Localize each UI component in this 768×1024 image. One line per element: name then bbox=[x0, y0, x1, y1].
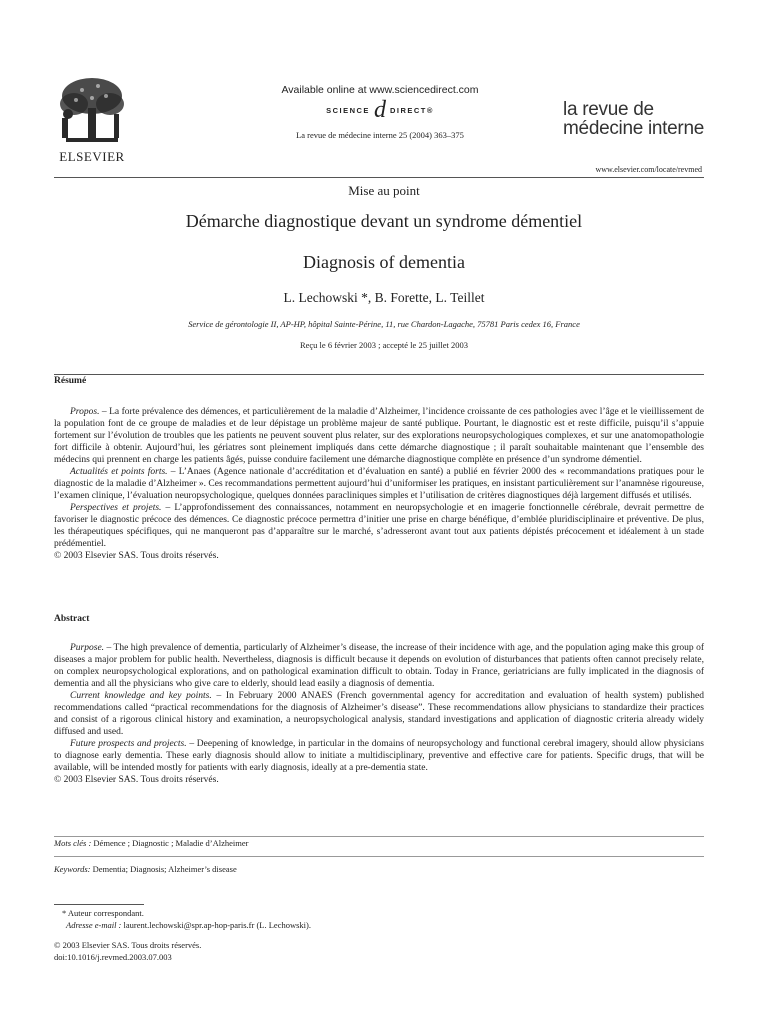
elsevier-logo bbox=[52, 74, 132, 165]
received-date: Reçu le 6 février 2003 ; accepté le 25 juillet 2003 bbox=[299, 340, 469, 350]
article-type: Mise au point bbox=[348, 183, 420, 198]
journal-url[interactable]: www.elsevier.com/locate/revmed bbox=[595, 165, 702, 174]
footer-copyright: © 2003 Elsevier SAS. Tous droits réservés. bbox=[54, 940, 202, 950]
abstract-body bbox=[54, 642, 704, 786]
sd-science: SCIENCE bbox=[326, 105, 370, 115]
abstract-heading: Abstract bbox=[54, 614, 90, 624]
journal-title-line2: médecine interne bbox=[563, 118, 704, 139]
keywords-french: Mots clés : Démence ; Diagnostic ; Maladie d’Alzheimer bbox=[54, 838, 249, 848]
affiliation: Service de gérontologie II, AP-HP, hôpital Sainte-Périne, 11, rue Chardon-Lagache, 75781 Paris cedex 16, France bbox=[188, 319, 580, 329]
author-email: Adresse e-mail : laurent.lechowski@spr.ap-hop-paris.fr (L. Lechowski). bbox=[66, 920, 311, 930]
header-divider bbox=[54, 177, 704, 178]
publisher-name: ELSEVIER bbox=[59, 149, 125, 164]
journal-header bbox=[220, 84, 540, 140]
sciencedirect-logo bbox=[220, 97, 540, 123]
authors: L. Lechowski *, B. Forette, L. Teillet bbox=[283, 290, 485, 305]
resume-para-2: Actualités et points forts. – L’Anaes (Agence nationale d’accréditation et d’évaluation en santé) a publié en février 2000 des « recommandations pratiques pour le diagnostic de la maladie d’Alzheimer ». Ces recommandations permettent aujourd’hui d’uniformiser les pratiques, en insistant particulièrement sur l’anamnèse rigoureuse, l’examen clinique, l’évaluation neuropsychologique, quelques données paracliniques simples et l’utilisation de critères diagnostiques déjà largement diffusés et utilisés. bbox=[54, 467, 704, 501]
sd-at-icon: d bbox=[373, 97, 386, 123]
resume-copyright: © 2003 Elsevier SAS. Tous droits réservés. bbox=[54, 551, 219, 561]
abstract-copyright: © 2003 Elsevier SAS. Tous droits réservés. bbox=[54, 775, 219, 785]
abstract-divider bbox=[54, 374, 704, 375]
doi[interactable]: doi:10.1016/j.revmed.2003.07.003 bbox=[54, 952, 172, 962]
keywords-divider-2 bbox=[54, 856, 704, 857]
footnote-divider bbox=[54, 904, 144, 905]
elsevier-tree-icon bbox=[54, 74, 130, 148]
journal-title bbox=[563, 100, 704, 138]
citation: La revue de médecine interne 25 (2004) 363–375 bbox=[296, 130, 464, 140]
keywords-english: Keywords: Dementia; Diagnosis; Alzheimer’s disease bbox=[54, 864, 237, 874]
resume-para-1: Propos. – La forte prévalence des démences, et particulièrement de la maladie d’Alzheimer, l’incidence croissante de ces pathologies avec l’âge et le vieillissement de la population font de ce groupe de maladies et de leur dépistage un problème majeur de santé publique. Pourtant, le diagnostic est et reste difficile, puisqu’il s’appuie fortement sur l’évolution de troubles que les patients ne peuvent souvent plus relater, sur des explorations neuropsychologiques complexes, et sur une anatomopathologie fort difficile à obtenir. Aujourd’hui, les gériatres sont pleinement impliqués dans cette démarche diagnostique ; il paraît souhaitable maintenant que l’ensemble des médecins qui prennent en charge les patients âgés, puisse conduire facilement une démarche diagnostique complète en présence d’un syndrome démentiel. bbox=[54, 407, 704, 465]
abstract-para-3: Future prospects and projects. – Deepening of knowledge, in particular in the domains of neuropsychology and functional cerebral imagery, should allow physicians to diagnose early dementia. These early diagnosis should allow to initiate a multidisciplinary, preventive and effective care for patients. Specific drugs, that will be available, will be intended mostly for patients with early diagnosis, ideally at a pre-dementia state. bbox=[54, 739, 704, 773]
corresponding-author: * Auteur correspondant. bbox=[62, 908, 144, 918]
abstract-para-2: Current knowledge and key points. – In February 2000 ANAES (French governmental agency for accreditation and evaluation of health system) published recommendations called “practical recommendations for the diagnosis of Alzheimer’s disease”. These recommendations allow physicians to standardize their practices and consist of a rigorous clinical history and examination, a neuropsychological analysis, standard investigations and application of diagnostic criteria already widely diffused and used. bbox=[54, 691, 704, 737]
journal-title-line1: la revue de bbox=[563, 99, 654, 120]
sd-direct: DIRECT® bbox=[389, 105, 434, 115]
resume-body bbox=[54, 406, 704, 562]
abstract-para-1: Purpose. – The high prevalence of dementia, particularly of Alzheimer’s disease, the increase of their incidence with age, and the population aging make this group of diseases a major problem for public health. Nevertheless, diagnosis is difficult because it depends on evolution of disturbances that patients often cannot precisely relate, on complex neuropsychological explorations, and on pathological examination difficult to obtain. Today in France, geriatricians are fully implicated in the diagnosis of dementia and all the physicians who give care to elderly, should lead easily a diagnosis of dementia. bbox=[54, 643, 704, 689]
available-online: Available online at www.sciencedirect.com bbox=[281, 84, 479, 96]
resume-heading: Résumé bbox=[54, 376, 87, 386]
title-english: Diagnosis of dementia bbox=[303, 252, 465, 272]
resume-para-3: Perspectives et projets. – L’approfondissement des connaissances, notamment en neuropsychologie et en imagerie fonctionnelle cérébrale, devrait permettre de favoriser le diagnostic précoce des démences. Ce diagnostic précoce permettra d’initier une prise en charge bénéfique, d’emblée pluridisciplinaire et préventive. De plus, les thérapeutiques spécifiques, qui ne manqueront pas d’apparaître sur le marché, s’adresseront avant tout aux patients dépistés précocement et idéalement à un stade prédémentiel. bbox=[54, 503, 704, 549]
keywords-divider-1 bbox=[54, 836, 704, 837]
title-french: Démarche diagnostique devant un syndrome démentiel bbox=[185, 211, 583, 231]
